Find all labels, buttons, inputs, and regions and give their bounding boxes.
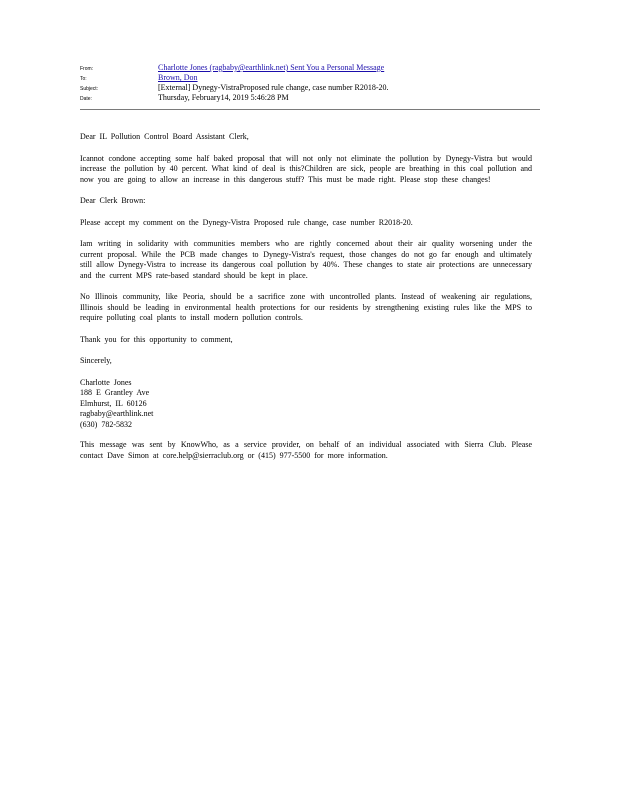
to-row [80,73,540,83]
date-row [80,93,540,103]
signature-name: Charlotte Jones [80,377,132,387]
to-label: To: [80,76,87,82]
paragraph-no-sacrifice-zone: No Illinois community, like Peoria, should be a sacrifice zone with uncontrolled plants. Instead of weakening air regulations, Illinois should be leading in environmental health protections for our residents by strengthening existing rules like the MPS to require polluting coal plants to install modern pollution controls. [80,292,532,322]
signature-block [80,378,532,431]
message-body [80,132,532,472]
paragraph-accept-comment: Please accept my comment on the Dynegy-Vistra Proposed rule change, case number R2018-20. [80,217,413,227]
email-header [80,63,540,103]
footer-disclaimer: This message was sent by KnowWho, as a service provider, on behalf of an individual associated with Sierra Club. Please contact Dave Simon at core.help@sierraclub.org or (415) 977-5500 for more information. [80,440,532,460]
date-value: Thursday, February14, 2019 5:46:28 PM [158,93,289,102]
from-label: From: [80,66,94,72]
subject-label: Subject: [80,86,99,92]
from-row [80,63,540,73]
signature-phone: (630) 782-5832 [80,419,132,429]
paragraph-solidarity: Iam writing in solidarity with communities members who are rightly concerned about their air quality worsening under the current proposal. While the PCB made changes to Dynegy-Vistra's request, those changes do not go far enough and ultimately still allow Dynegy-Vistra to increase its dangerous coal pollution by 40%. These changes to state air protections are unnecessary and the current MPS rate-based standard should be kept in place. [80,239,532,280]
salutation-1: Dear IL Pollution Control Board Assistant Clerk, [80,132,249,141]
to-value[interactable]: Brown, Don [158,73,198,82]
subject-value: [External] Dynegy-VistraProposed rule change, case number R2018-20. [158,83,389,92]
signature-address-line1: 188 E Grantley Ave [80,388,150,397]
signature-address-line2: Elmhurst, IL 60126 [80,398,147,408]
from-value[interactable]: Charlotte Jones (ragbaby@earthlink.net) Sent You a Personal Message [158,63,385,72]
closing-sincerely: Sincerely, [80,356,112,365]
paragraph-personal-comment: Icannot condone accepting some half baked proposal that will not only not eliminate the pollution by Dynegy-Vistra but would increase the pollution by 40 percent. What kind of deal is this?Children are sick, people are breathing in this coal pollution and now you are going to allow an increase in this dangerous stuff? This must be made right. Please stop these changes! [80,153,532,184]
date-label: Date: [80,96,92,102]
subject-row [80,83,540,93]
salutation-2: Dear Clerk Brown: [80,196,146,205]
signature-email: ragbaby@earthlink.net [80,409,154,418]
closing-thanks: Thank you for this opportunity to comment, [80,334,233,344]
header-divider [80,109,540,110]
